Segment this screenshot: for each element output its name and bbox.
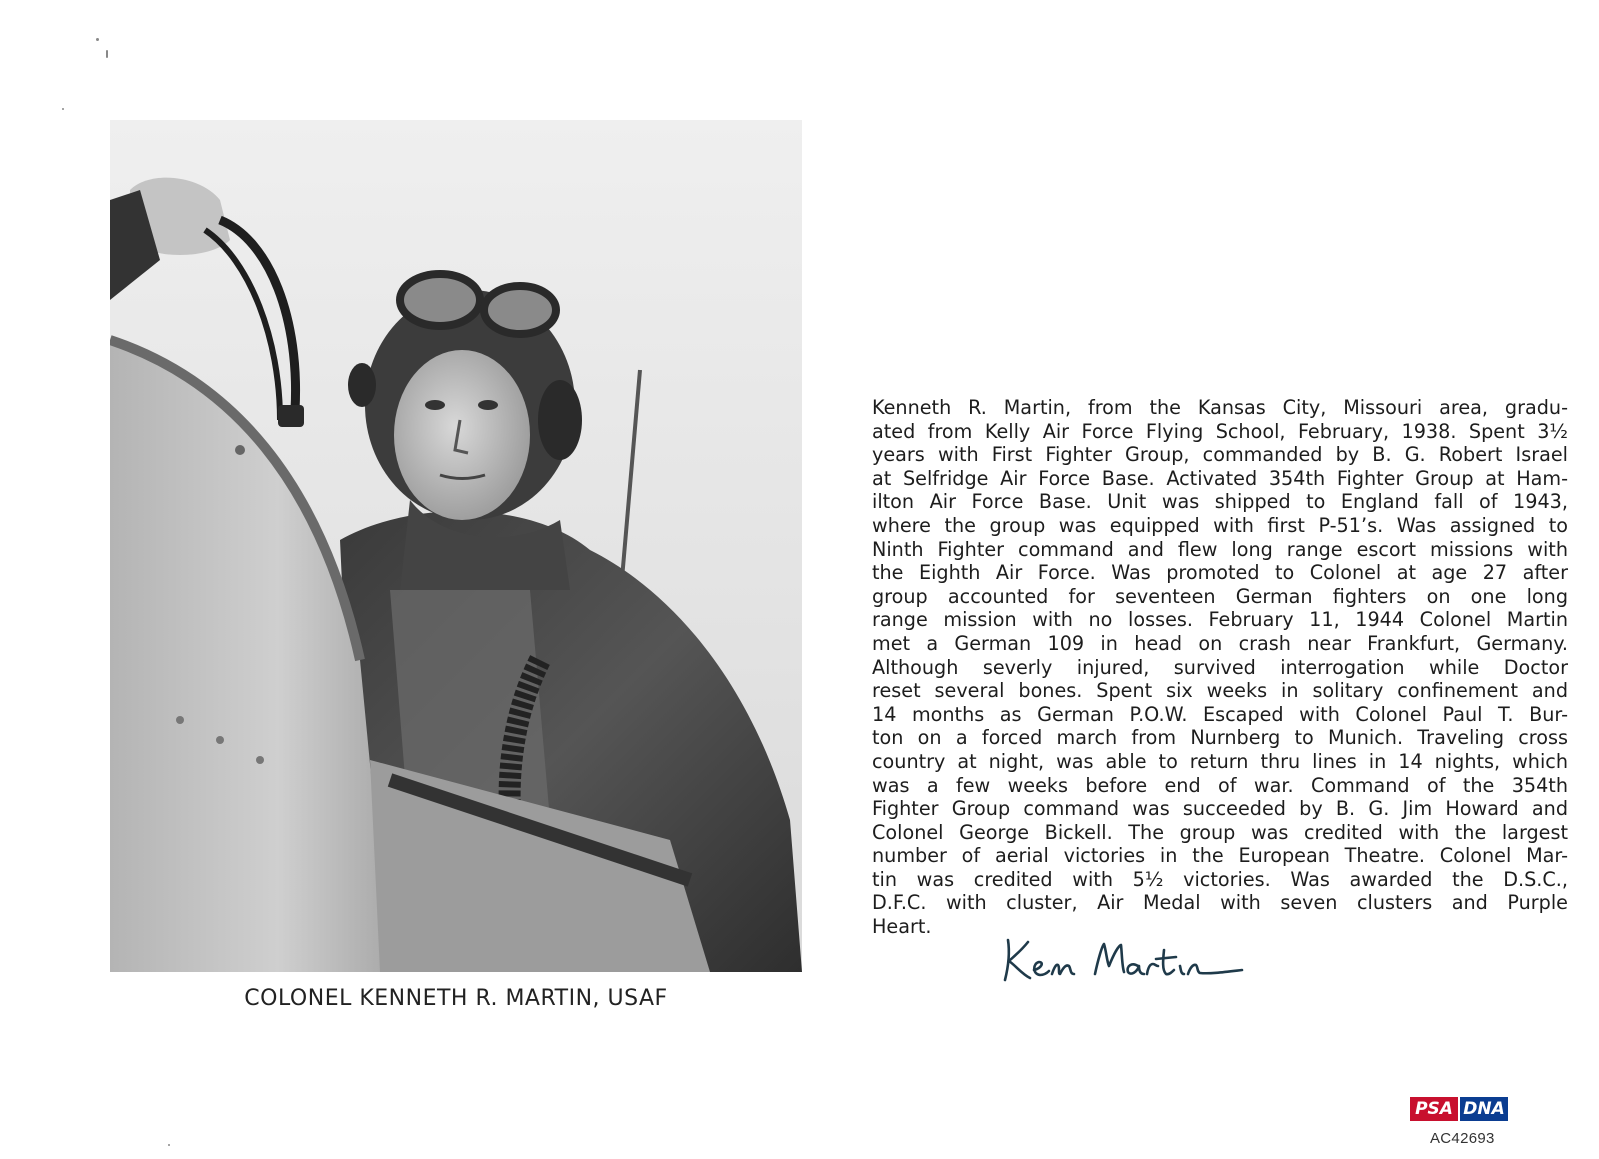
dna-logo: DNA (1460, 1097, 1508, 1121)
scan-speck (62, 108, 64, 110)
biography-line: Fighter Group command was succeeded by B. G. Jim Howard and (872, 797, 1568, 821)
pilot-photograph (110, 120, 802, 972)
biography-line: tin was credited with 5½ victories. Was awarded the D.S.C., (872, 867, 1568, 891)
biography-line: Heart. (872, 915, 932, 939)
biography-line: ton on a forced march from Nurnberg to Munich. Traveling cross (872, 726, 1568, 750)
biography-line: Colonel George Bickell. The group was credited with the largest (872, 820, 1568, 844)
scan-speck (96, 38, 99, 41)
biography-line: ated from Kelly Air Force Flying School, February, 1938. Spent 3½ (872, 419, 1568, 443)
photo-caption: COLONEL KENNETH R. MARTIN, USAF (244, 986, 668, 1011)
biography-text (872, 396, 1568, 939)
scan-speck (168, 1144, 170, 1146)
biography-line: Ninth Fighter command and flew long range escort missions with (872, 537, 1568, 561)
biography-line: range mission with no losses. February 11, 1944 Colonel Martin (872, 608, 1568, 632)
biography-line: number of aerial victories in the European Theatre. Colonel Mar- (872, 844, 1568, 868)
biography-line: reset several bones. Spent six weeks in solitary confinement and (872, 679, 1568, 703)
autograph-signature (1000, 928, 1260, 998)
biography-line: 14 months as German P.O.W. Escaped with Colonel Paul T. Bur- (872, 702, 1568, 726)
scan-speck (106, 50, 108, 58)
biography-line: D.F.C. with cluster, Air Medal with seven clusters and Purple (872, 891, 1568, 915)
authentication-logo (1410, 1097, 1510, 1121)
biography-line: country at night, was able to return thru lines in 14 nights, which (872, 749, 1568, 773)
biography-line: years with First Fighter Group, commanded by B. G. Robert Israel (872, 443, 1568, 467)
certificate-number: AC42693 (1430, 1130, 1495, 1147)
biography-line: met a German 109 in head on crash near Frankfurt, Germany. (872, 631, 1568, 655)
biography-line: the Eighth Air Force. Was promoted to Colonel at age 27 after (872, 561, 1568, 585)
biography-line: where the group was equipped with first P-51’s. Was assigned to (872, 513, 1568, 537)
psa-logo: PSA (1410, 1097, 1458, 1121)
biography-line: was a few weeks before end of war. Command of the 354th (872, 773, 1568, 797)
biography-line: group accounted for seventeen German fighters on one long (872, 584, 1568, 608)
biography-line: ilton Air Force Base. Unit was shipped to England fall of 1943, (872, 490, 1568, 514)
biography-line: Although severly injured, survived interrogation while Doctor (872, 655, 1568, 679)
biography-line: at Selfridge Air Force Base. Activated 354th Fighter Group at Ham- (872, 466, 1568, 490)
biography-line: Kenneth R. Martin, from the Kansas City, Missouri area, gradu- (872, 396, 1568, 419)
